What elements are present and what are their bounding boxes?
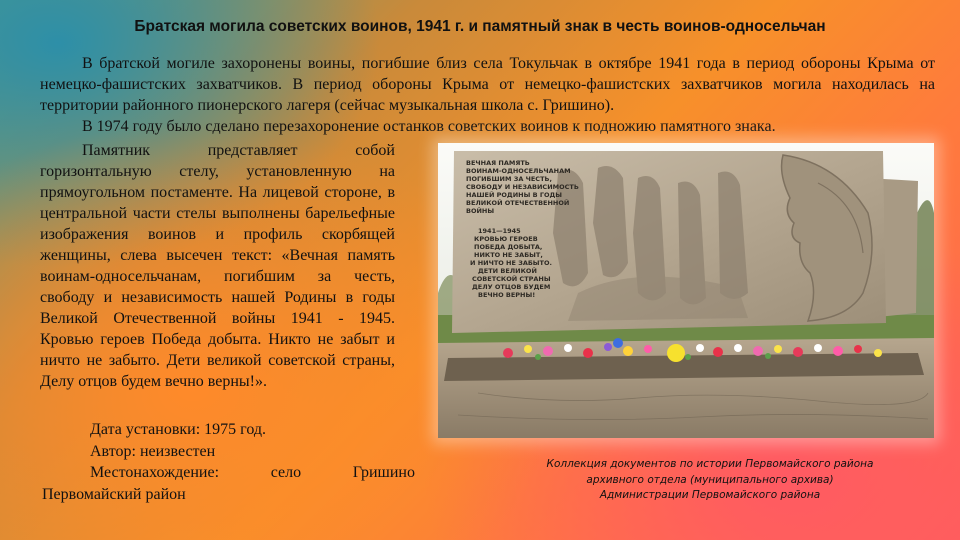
location [40, 462, 415, 484]
inscription-line: ВЕЧНО ВЕРНЫ! [478, 291, 536, 299]
inscription-line: ПОГИБШИМ ЗА ЧЕСТЬ, [466, 175, 552, 183]
monument-description: Памятник представляет собой горизонтальную стелу, установленную на прямоугольном постаменте. На лицевой стороне, в центральной части стелы выполнены барельефные изображения воинов и профиль скорбящей женщины, слева высечен текст: «Вечная память воинам-односельчанам, погибшим за честь, свободу и независимость нашей Родины в годы Великой Отечественной войны 1941 - 1945. Кровью героев Победа добыта. Никто не забыт и ничто не забыто. Дети великой советской страны, Делу отцов будем вечно верны!». [40, 142, 395, 390]
inscription-line: КРОВЬЮ ГЕРОЕВ [474, 235, 538, 243]
location-name: Гришино [352, 464, 415, 481]
caption-line-1: Коллекция документов по истории Первомайского района [546, 458, 874, 470]
caption-line-2: архивного отдела (муниципального архива) [586, 473, 834, 486]
inscription-line: 1941—1945 [478, 227, 521, 235]
inscription-line: ВЕЧНАЯ ПАМЯТЬ [466, 159, 530, 167]
monument-photo-svg [438, 143, 934, 438]
intro-paragraph-1: В братской могиле захоронены воины, погибшие близ села Токульчак в октябре 1941 года в период обороны Крыма от немецко-фашистских захватчиков. В период обороны Крыма от немецко-фашистских захватчиков могила находилась на территории районного пионерского лагеря (сейчас музыкальная школа с. Гришино). [40, 55, 935, 114]
monument-photo [438, 143, 934, 438]
page-title: Братская могила советских воинов, 1941 г. и памятный знак в честь воинов-односельчан [134, 18, 826, 35]
inscription-line: СВОБОДУ И НЕЗАВИСИМОСТЬ [466, 183, 579, 191]
location-label: Местонахождение: [90, 464, 220, 481]
inscription-line: ВОИНАМ-ОДНОСЕЛЬЧАНАМ [466, 167, 571, 175]
inscription-line: СОВЕТСКОЙ СТРАНЫ [472, 275, 551, 283]
inscription-line: ВЕЛИКОЙ ОТЕЧЕСТВЕННОЙ [466, 199, 570, 207]
author: Автор: неизвестен [90, 442, 216, 460]
monument-meta [40, 419, 415, 505]
inscription-line: ВОЙНЫ [466, 207, 495, 215]
caption-line-3: Администрации Первомайского района [599, 489, 821, 501]
inscription-line: ДЕТИ ВЕЛИКОЙ [478, 267, 537, 275]
intro-paragraph-2: В 1974 году было сделано перезахоронение останков советских воинов к подножию памятного знака. [82, 118, 776, 135]
intro-text [40, 53, 935, 137]
install-date: Дата установки: 1975 год. [90, 421, 267, 438]
inscription-line: НИКТО НЕ ЗАБЫТ, [474, 251, 543, 259]
photo-caption [500, 457, 920, 504]
location-village: село [270, 464, 302, 481]
location-district: Первомайский район [42, 485, 186, 503]
inscription-line: ПОБЕДА ДОБЫТА, [474, 243, 543, 251]
inscription-line: ДЕЛУ ОТЦОВ БУДЕМ [472, 283, 551, 291]
inscription-line: НАШЕЙ РОДИНЫ В ГОДЫ [466, 191, 563, 199]
inscription-line: И НИЧТО НЕ ЗАБЫТО. [470, 259, 552, 267]
